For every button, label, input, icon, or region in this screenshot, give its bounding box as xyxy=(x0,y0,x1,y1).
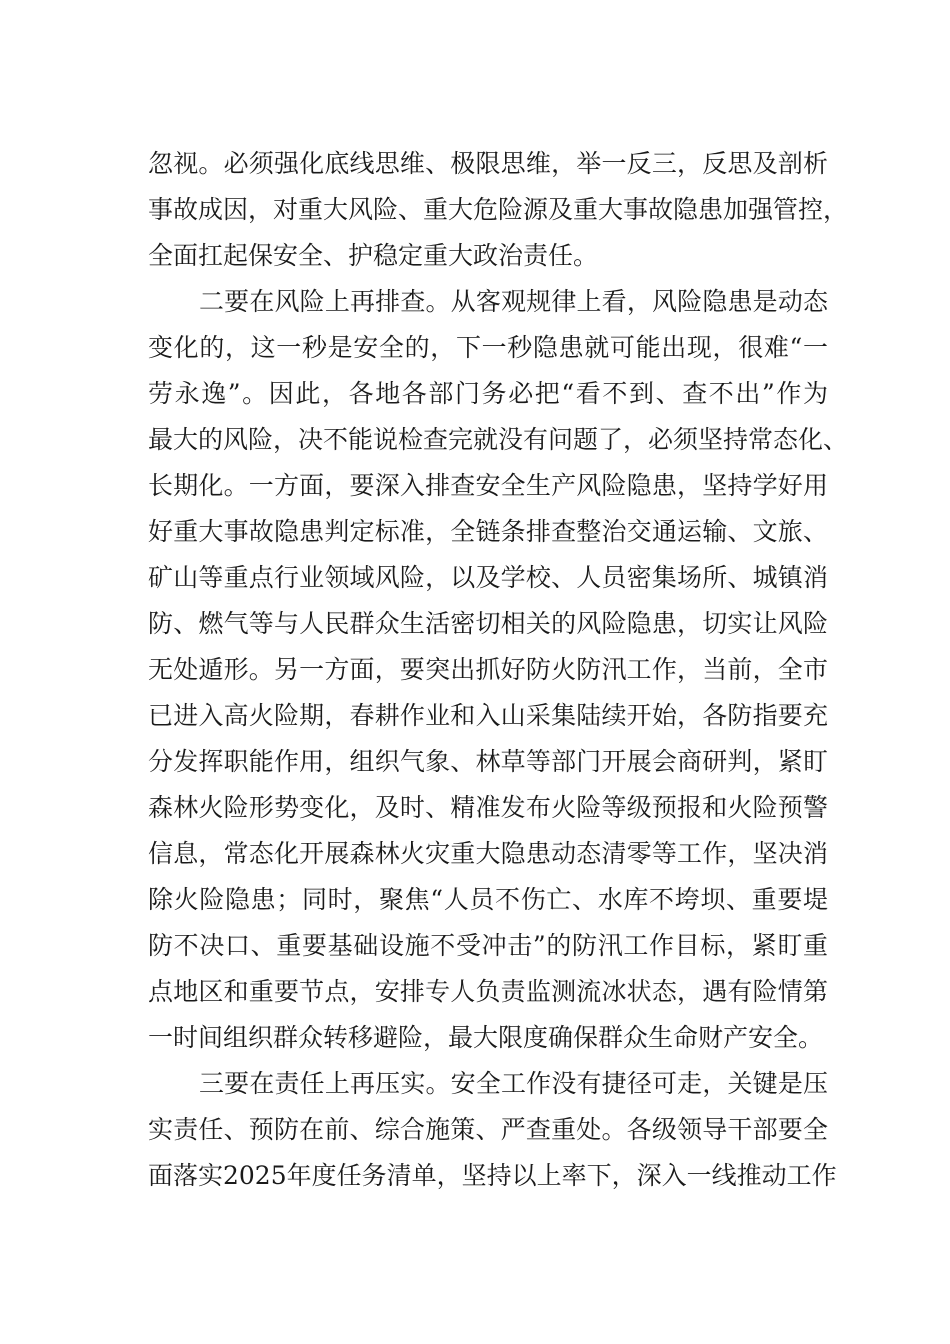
paragraph-start-line: 三要在责任上再压实。安全工作没有捷径可走，关键是压 xyxy=(199,1069,828,1098)
text-line: 防不决口、重要基础设施不受冲击”的防汛工作目标，紧盯重 xyxy=(148,931,828,960)
text-line: 事故成因，对重大风险、重大危险源及重大事故隐患加强管控， xyxy=(148,195,849,224)
text-line: 面落实2025年度任务清单，坚持以上率下，深入一线推动工作 xyxy=(148,1161,837,1190)
text-line: 森林火险形势变化，及时、精准发布火险等级预报和火险预警 xyxy=(148,793,828,822)
text-line: 长期化。一方面，要深入排查安全生产风险隐患，坚持学好用 xyxy=(148,471,828,500)
text-line: 已进入高火险期，春耕作业和入山采集陆续开始，各防指要充 xyxy=(148,701,828,730)
text-line: 变化的，这一秒是安全的，下一秒隐患就可能出现，很难“一 xyxy=(148,333,828,362)
text-line: 好重大事故隐患判定标准，全链条排查整治交通运输、文旅、 xyxy=(148,517,828,546)
text-line: 全面扛起保安全、护稳定重大政治责任。 xyxy=(148,241,599,270)
text-line: 最大的风险，决不能说检查完就没有问题了，必须坚持常态化、 xyxy=(148,425,849,454)
paragraph-start-line: 二要在风险上再排查。从客观规律上看，风险隐患是动态 xyxy=(199,287,828,316)
text-line: 除火险隐患；同时，聚焦“人员不伤亡、水库不垮坝、重要堤 xyxy=(148,885,828,914)
text-line: 信息，常态化开展森林火灾重大隐患动态清零等工作，坚决消 xyxy=(148,839,828,868)
text-line: 分发挥职能作用，组织气象、林草等部门开展会商研判，紧盯 xyxy=(148,747,828,776)
text-line: 防、燃气等与人民群众生活密切相关的风险隐患，切实让风险 xyxy=(148,609,828,638)
text-line: 无处遁形。另一方面，要突出抓好防火防汛工作，当前，全市 xyxy=(148,655,828,684)
text-line: 实责任、预防在前、综合施策、严查重处。各级领导干部要全 xyxy=(148,1115,828,1144)
text-line: 矿山等重点行业领域风险，以及学校、人员密集场所、城镇消 xyxy=(148,563,828,592)
body-text xyxy=(148,141,849,1199)
text-line: 一时间组织群众转移避险，最大限度确保群众生命财产安全。 xyxy=(148,1023,824,1052)
text-line: 劳永逸”。因此，各地各部门务必把“看不到、查不出”作为 xyxy=(148,379,828,408)
text-line: 点地区和重要节点，安排专人负责监测流冰状态，遇有险情第 xyxy=(148,977,828,1006)
text-line: 忽视。必须强化底线思维、极限思维，举一反三，反思及剖析 xyxy=(148,149,828,178)
